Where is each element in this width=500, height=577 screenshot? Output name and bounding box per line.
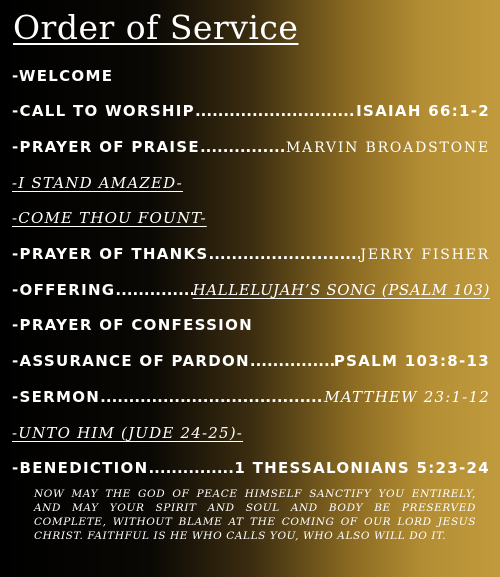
item-detail: HALLELUJAH’S SONG (PSALM 103)	[192, 281, 490, 299]
item-label: -PRAYER OF THANKS	[12, 245, 209, 263]
service-item-assurance-of-pardon	[12, 352, 490, 370]
service-item-welcome	[12, 67, 490, 85]
page-title: Order of Service	[13, 8, 299, 47]
dot-leader	[250, 352, 334, 370]
item-label: -PRAYER OF CONFESSION	[12, 316, 253, 334]
item-label: -SERMON	[12, 388, 101, 406]
item-detail: ISAIAH 66:1-2	[356, 102, 490, 120]
dot-leader	[209, 245, 361, 263]
item-label: -ASSURANCE OF PARDON	[12, 352, 250, 370]
dot-leader	[200, 138, 286, 156]
item-label: -I STAND AMAZED-	[12, 174, 183, 192]
service-item-benediction	[12, 459, 490, 477]
dot-leader	[100, 388, 324, 406]
dot-leader	[115, 281, 192, 299]
item-detail: PSALM 103:8-13	[333, 352, 490, 370]
item-label: -UNTO HIM (JUDE 24-25)-	[12, 424, 244, 442]
item-detail: 1 THESSALONIANS 5:23-24	[234, 459, 490, 477]
item-label: -CALL TO WORSHIP	[12, 102, 195, 120]
item-label: -PRAYER OF PRAISE	[12, 138, 200, 156]
item-label: -BENEDICTION	[12, 459, 149, 477]
benediction-text: NOW MAY THE GOD OF PEACE HIMSELF SANCTIFY YOU ENTIRELY, AND MAY YOUR SPIRIT AND SOUL AND BODY BE PRESERVED COMPLETE, WITHOUT BLAME AT THE COMING OF OUR LORD JESUS CHRIST. FAITHFUL IS HE WHO CALLS YOU, WHO ALSO WILL DO IT.	[34, 488, 476, 542]
service-item-i-stand-amazed	[12, 174, 490, 192]
item-label: -WELCOME	[12, 67, 114, 85]
item-detail: JERRY FISHER	[360, 247, 490, 263]
item-label: -OFFERING	[12, 281, 116, 299]
item-label: -COME THOU FOUNT-	[12, 209, 207, 227]
service-item-sermon	[12, 388, 490, 406]
service-item-prayer-of-confession	[12, 316, 490, 334]
dot-leader	[148, 459, 234, 477]
dot-leader	[195, 102, 356, 120]
service-item-call-to-worship	[12, 102, 490, 120]
item-detail: MARVIN BROADSTONE	[286, 140, 490, 156]
service-item-unto-him	[12, 424, 490, 442]
service-item-prayer-of-thanks	[12, 245, 490, 263]
service-item-come-thou-fount	[12, 209, 490, 227]
item-detail: MATTHEW 23:1-12	[324, 388, 490, 406]
service-item-prayer-of-praise	[12, 138, 490, 156]
service-item-offering	[12, 281, 490, 299]
